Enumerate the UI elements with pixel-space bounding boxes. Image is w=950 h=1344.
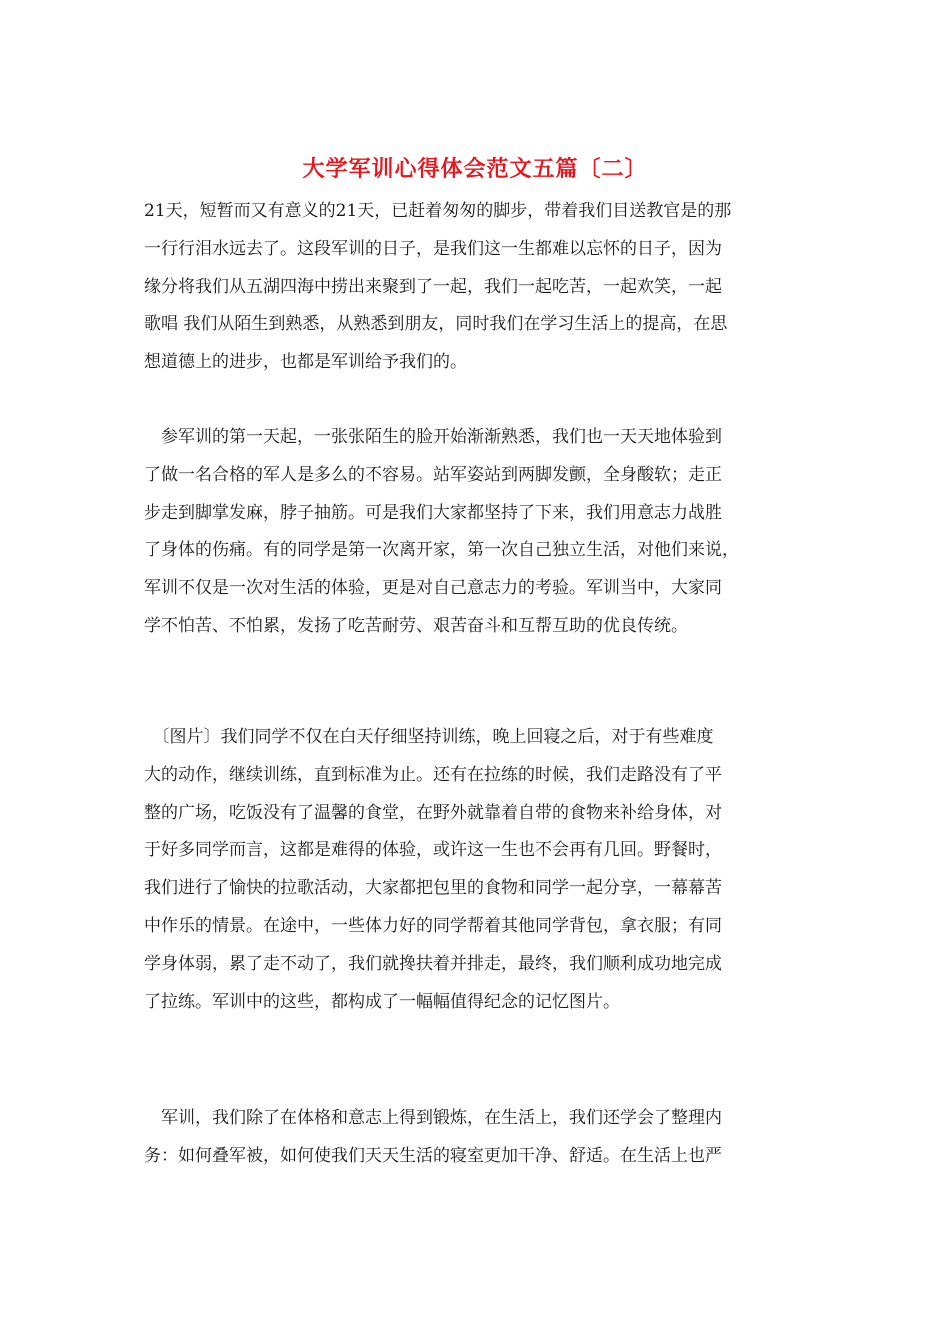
text-line: 想道德上的进步，也都是军训给予我们的。 — [144, 352, 467, 373]
text-line: 整的广场，吃饭没有了温馨的食堂，在野外就靠着自带的食物来补给身体，对 — [144, 802, 722, 823]
text-line: 参军训的第一天起，一张张陌生的脸开始渐渐熟悉，我们也一天天地体验到 — [144, 427, 722, 447]
text-line: 了身体的伤痛。有的同学是第一次离开家，第一次自己独立生活，对他们来说， — [144, 540, 739, 561]
text-line: 我们进行了愉快的拉歌活动，大家都把包里的食物和同学一起分享，一幕幕苦 — [144, 878, 722, 899]
text-line: 缘分将我们从五湖四海中捞出来聚到了一起，我们一起吃苦，一起欢笑，一起 — [144, 276, 722, 297]
text-line: 军训，我们除了在体格和意志上得到锻炼，在生活上，我们还学会了整理内 — [144, 1108, 722, 1128]
text-line: 务：如何叠军被，如何使我们天天生活的寝室更加干净、舒适。在生活上也严 — [144, 1145, 722, 1166]
text-line: 歌唱 我们从陌生到熟悉，从熟悉到朋友，同时我们在学习生活上的提高，在思 — [144, 314, 728, 335]
text-line: 了拉练。军训中的这些，都构成了一幅幅值得纪念的记忆图片。 — [144, 991, 620, 1012]
text-line: 了做一名合格的军人是多么的不容易。站军姿站到两脚发颤，全身酸软；走正 — [144, 464, 722, 485]
text-line: 〔图片〕我们同学不仅在白天仔细坚持训练，晚上回寝之后，对于有些难度 — [144, 727, 714, 747]
text-line: 学身体弱，累了走不动了，我们就搀扶着并排走，最终，我们顺利成功地完成 — [144, 953, 722, 974]
paragraph-2 — [144, 419, 804, 646]
text-line: 学不怕苦、不怕累，发扬了吃苦耐劳、艰苦奋斗和互帮互助的优良传统。 — [144, 615, 688, 636]
text-line: 21天，短暂而又有意义的21天，已赶着匆匆的脚步，带着我们目送教官是的那 — [144, 201, 732, 221]
text-line: 大的动作，继续训练，直到标准为止。还有在拉练的时候，我们走路没有了平 — [144, 764, 722, 785]
document-title: 大学军训心得体会范文五篇〔二〕 — [302, 156, 648, 182]
text-line: 步走到脚掌发麻，脖子抽筋。可是我们大家都坚持了下来，我们用意志力战胜 — [144, 502, 722, 523]
text-line: 一行行泪水远去了。这段军训的日子，是我们这一生都难以忘怀的日子，因为 — [144, 238, 722, 259]
text-line: 中作乐的情景。在途中，一些体力好的同学帮着其他同学背包，拿衣服；有同 — [144, 915, 722, 936]
text-line: 军训不仅是一次对生活的体验，更是对自己意志力的考验。军训当中，大家同 — [144, 578, 722, 599]
paragraph-4 — [144, 1100, 804, 1176]
paragraph-1 — [144, 193, 804, 382]
paragraph-3 — [144, 719, 804, 1021]
text-line: 于好多同学而言，这都是难得的体验，或许这一生也不会再有几回。野餐时， — [144, 840, 722, 861]
